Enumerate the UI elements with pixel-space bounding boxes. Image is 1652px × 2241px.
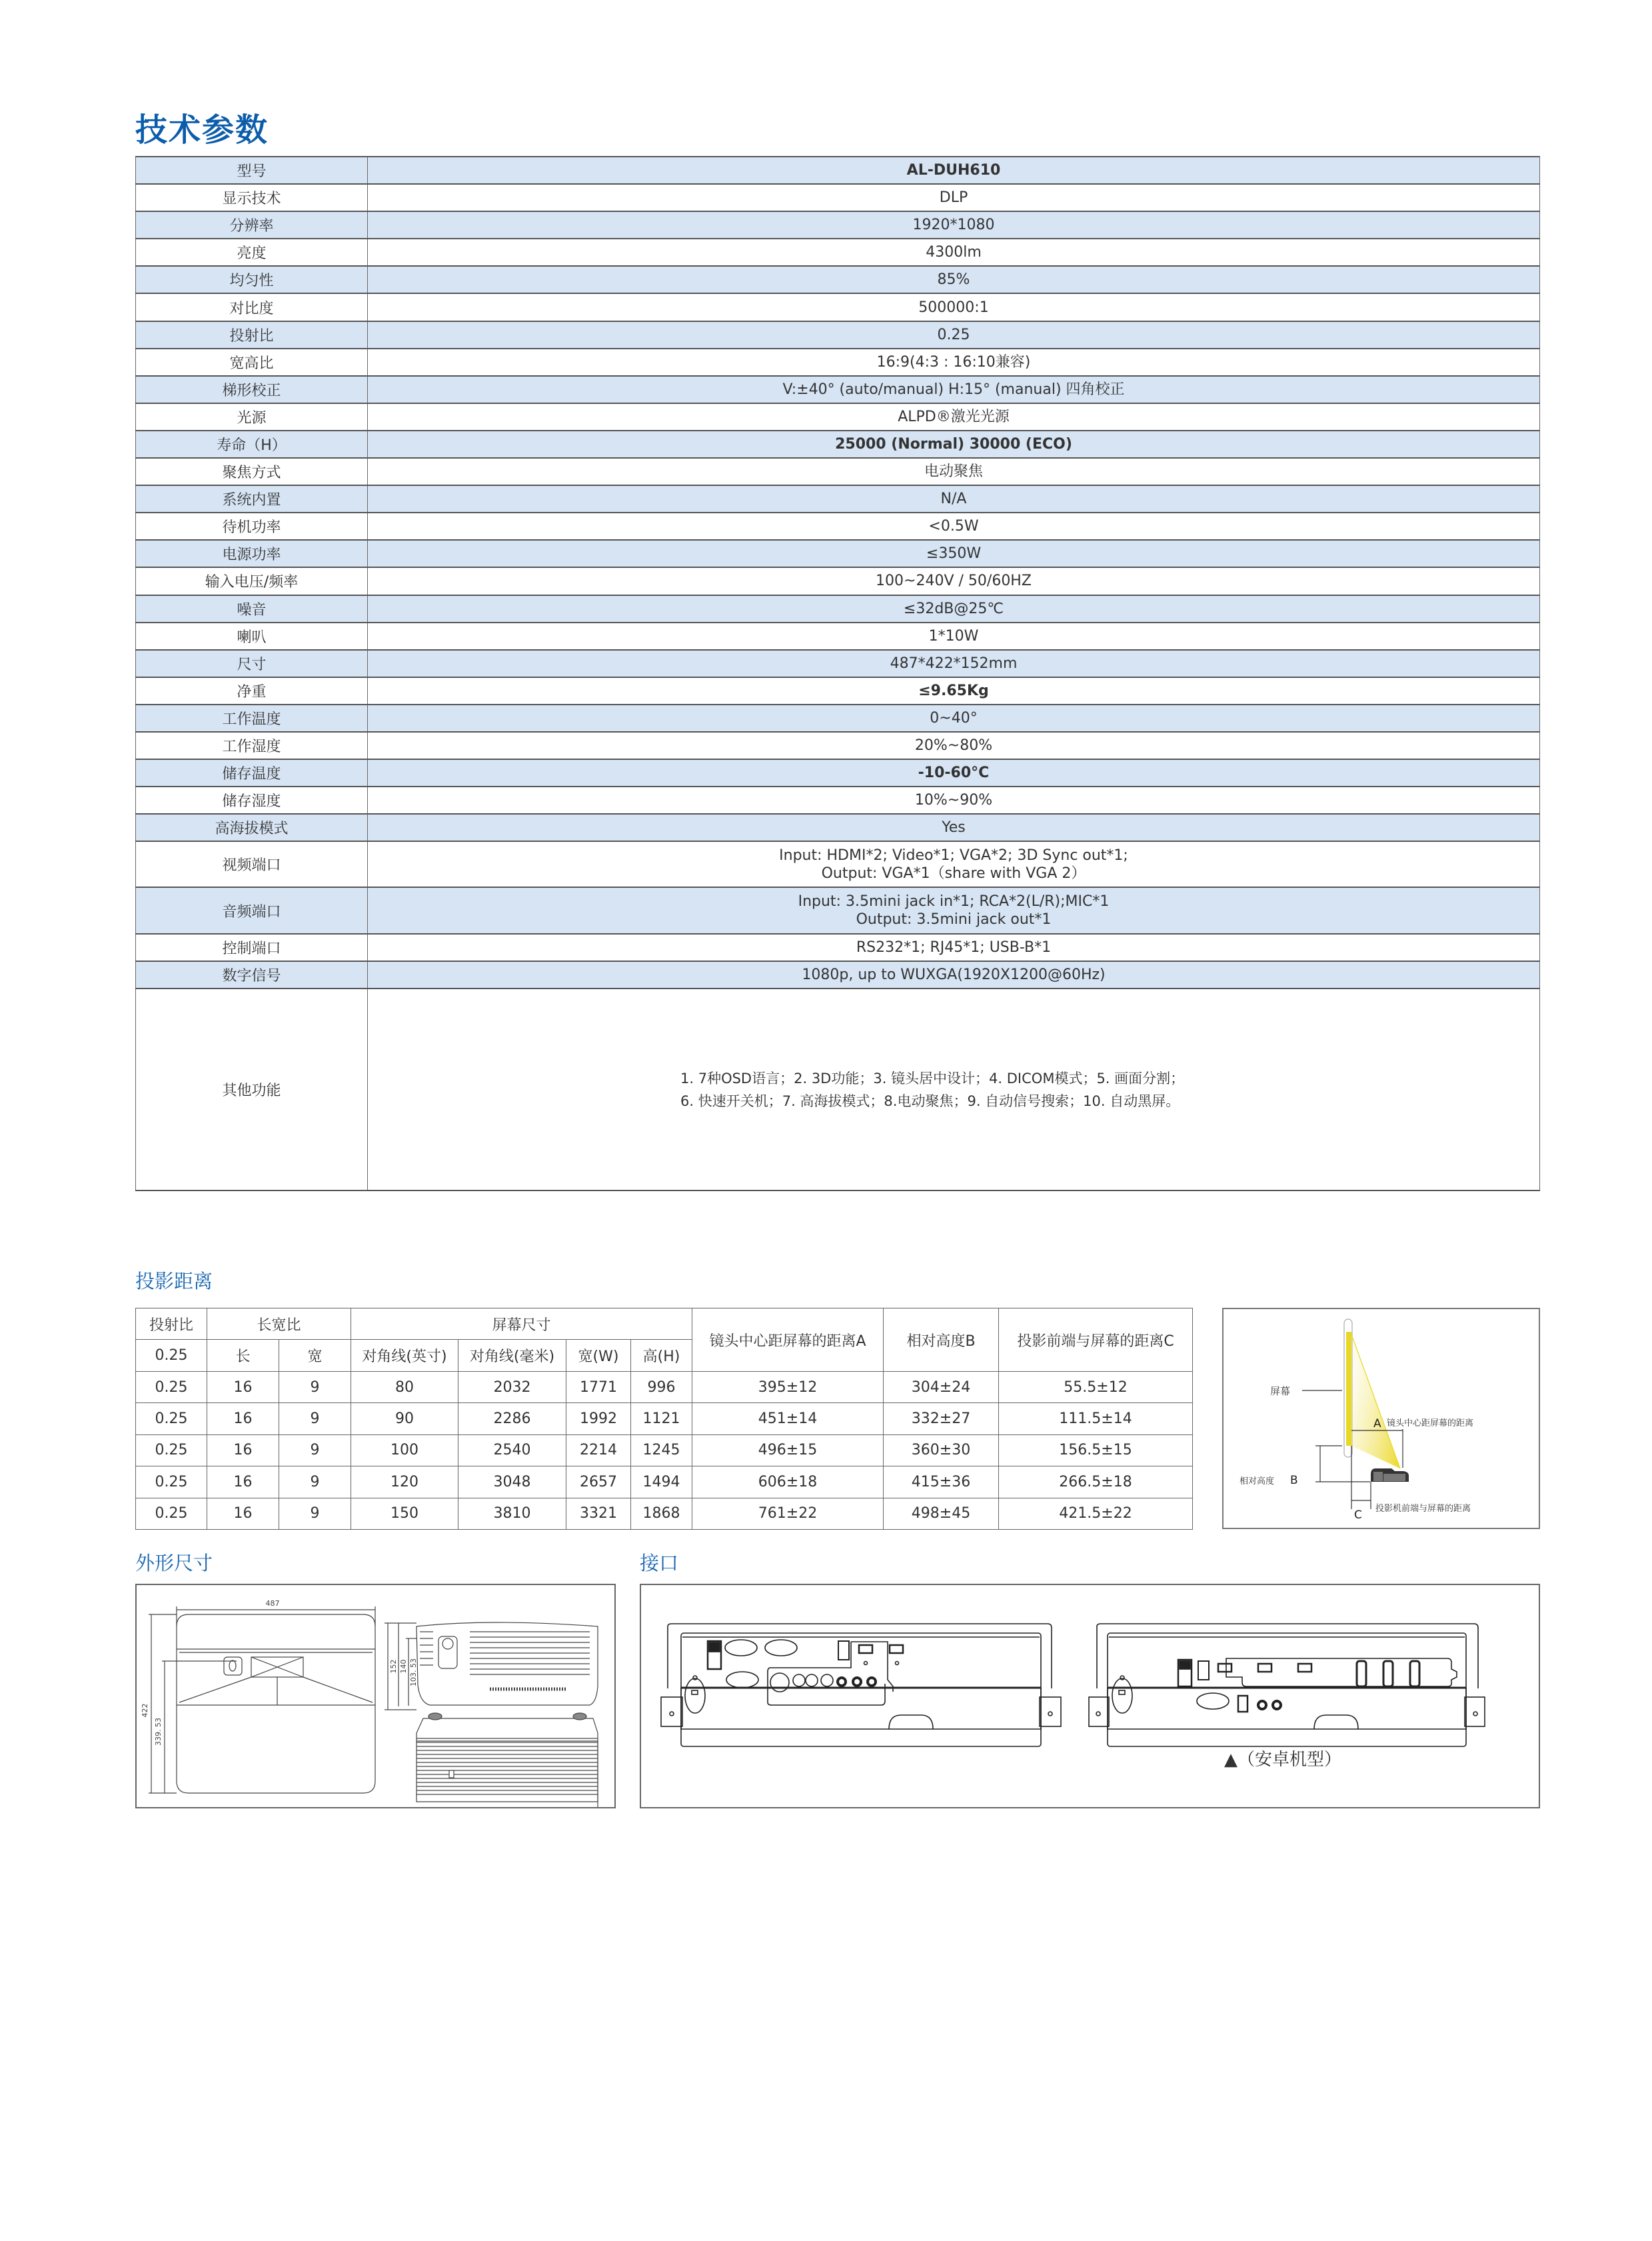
spec-label: 输入电压/频率 xyxy=(135,568,368,594)
spec-row xyxy=(135,404,1540,431)
spec-value: V:±40° (auto/manual) H:15° (manual) 四角校正 xyxy=(368,377,1540,403)
spec-value-line: Input: 3.5mini jack in*1; RCA*2(L/R);MIC*1 xyxy=(798,893,1110,911)
projection-heading: 投影距离 xyxy=(135,1270,213,1292)
usb-a-port-icon xyxy=(1383,1661,1393,1686)
spec-label: 尺寸 xyxy=(135,651,368,677)
dim-height: 152 xyxy=(389,1659,398,1674)
spec-value: 85% xyxy=(368,267,1540,293)
projection-cell: 156.5±15 xyxy=(999,1434,1193,1466)
spec-label: 聚焦方式 xyxy=(135,459,368,485)
dimensions-heading: 外形尺寸 xyxy=(135,1552,213,1574)
header-distance-c: 投影前端与屏幕的距离C xyxy=(999,1308,1193,1372)
spec-value: ≤32dB@25℃ xyxy=(368,596,1540,622)
projection-cell: 3048 xyxy=(458,1466,566,1498)
projection-row xyxy=(136,1434,1193,1466)
header-distance-a: 镜头中心距屏幕的距离A xyxy=(692,1308,884,1372)
usb-b-port-icon xyxy=(838,1641,849,1660)
spec-label: 其他功能 xyxy=(135,989,368,1190)
spec-row xyxy=(135,349,1540,377)
rca-port-icon xyxy=(793,1674,805,1686)
projection-cell: 1868 xyxy=(631,1498,692,1529)
spec-value-line: 6. 快速开关机；7. 高海拔模式；8.电动聚焦；9. 自动信号搜索；10. 自动黑屏。 xyxy=(680,1093,1180,1109)
rca-port-icon xyxy=(821,1674,833,1686)
spec-label: 分辨率 xyxy=(135,212,368,238)
spec-row xyxy=(135,935,1540,962)
projection-cell: 16 xyxy=(207,1434,279,1466)
spec-label: 控制端口 xyxy=(135,935,368,961)
spec-row xyxy=(135,678,1540,705)
projection-cell: 3810 xyxy=(458,1498,566,1529)
projection-cell: 332±27 xyxy=(884,1403,999,1434)
spec-value: ≤350W xyxy=(368,541,1540,567)
spec-value-line: Input: HDMI*2; Video*1; VGA*2; 3D Sync out*1; xyxy=(779,847,1128,864)
projection-table xyxy=(135,1308,1193,1530)
dim-height-2: 140 xyxy=(399,1659,408,1674)
projection-cell: 606±18 xyxy=(692,1466,884,1498)
spec-label: 喇叭 xyxy=(135,623,368,649)
spec-label: 储存温度 xyxy=(135,760,368,786)
spec-label: 系统内置 xyxy=(135,486,368,512)
spec-value: 16:9(4:3 : 16:10兼容) xyxy=(368,349,1540,375)
spec-label: 亮度 xyxy=(135,239,368,265)
page-title: 技术参数 xyxy=(135,111,269,149)
projection-cell: 2032 xyxy=(458,1372,566,1403)
projection-cell: 1992 xyxy=(566,1403,631,1434)
usb-a-port-icon xyxy=(1357,1661,1366,1686)
rs232-port-icon xyxy=(1197,1693,1229,1709)
spec-value: 4300lm xyxy=(368,239,1540,265)
projection-cell: 16 xyxy=(207,1466,279,1498)
projection-cell: 90 xyxy=(351,1403,458,1434)
optical-port-icon xyxy=(1238,1696,1247,1712)
spec-row xyxy=(135,815,1540,842)
interfaces-drawing xyxy=(640,1584,1540,1808)
projection-cell: 2657 xyxy=(566,1466,631,1498)
projector-front-outline xyxy=(416,1718,598,1802)
spec-label: 待机功率 xyxy=(135,513,368,539)
hdmi-port-icon xyxy=(859,1645,872,1653)
spec-table xyxy=(135,156,1540,1191)
projection-diagram-svg xyxy=(1224,1309,1539,1528)
projection-cell: 0.25 xyxy=(136,1466,207,1498)
spec-value: Yes xyxy=(368,815,1540,841)
spec-value: 10%~90% xyxy=(368,787,1540,813)
spec-row xyxy=(135,596,1540,623)
spec-value-line: Output: VGA*1（share with VGA 2） xyxy=(821,865,1086,882)
spec-label: 显示技术 xyxy=(135,185,368,211)
spec-value-line: 1. 7种OSD语言；2. 3D功能；3. 镜头居中设计；4. DICOM模式；5. 画面分割； xyxy=(680,1070,1185,1087)
spec-row xyxy=(135,787,1540,815)
spec-label: 梯形校正 xyxy=(135,377,368,403)
rca-port-icon xyxy=(806,1674,818,1686)
projection-cell: 498±45 xyxy=(884,1498,999,1529)
spec-row xyxy=(135,962,1540,989)
subheader-w: 宽(W) xyxy=(566,1340,631,1372)
spec-label: 宽高比 xyxy=(135,349,368,375)
spec-value: 25000 (Normal) 30000 (ECO) xyxy=(368,431,1540,457)
projection-cell: 3321 xyxy=(566,1498,631,1529)
spec-row xyxy=(135,185,1540,212)
projection-cell: 80 xyxy=(351,1372,458,1403)
spec-row xyxy=(135,888,1540,935)
hdmi-port-icon xyxy=(1298,1664,1311,1672)
spec-label: 均匀性 xyxy=(135,267,368,293)
projection-cell: 2214 xyxy=(566,1434,631,1466)
spec-label: 数字信号 xyxy=(135,962,368,988)
projection-cell: 100 xyxy=(351,1434,458,1466)
projection-diagram xyxy=(1222,1308,1540,1529)
projection-cell: 360±30 xyxy=(884,1434,999,1466)
vga-port-icon xyxy=(725,1640,757,1656)
header-throw-ratio: 投射比 xyxy=(136,1308,207,1340)
projection-cell: 0.25 xyxy=(136,1498,207,1529)
projection-cell: 55.5±12 xyxy=(999,1372,1193,1403)
spec-label: 电源功率 xyxy=(135,541,368,567)
spec-label: 噪音 xyxy=(135,596,368,622)
spec-value: AL-DUH610 xyxy=(368,157,1540,183)
projection-cell: 395±12 xyxy=(692,1372,884,1403)
projection-cell: 266.5±18 xyxy=(999,1466,1193,1498)
interfaces-heading: 接口 xyxy=(640,1552,679,1574)
a-label: 镜头中心距屏幕的距离 xyxy=(1387,1418,1474,1428)
projection-cell: 0.25 xyxy=(136,1434,207,1466)
spec-row xyxy=(135,842,1540,888)
projection-cell: 120 xyxy=(351,1466,458,1498)
spec-value: 电动聚焦 xyxy=(368,459,1540,485)
spec-label: 工作温度 xyxy=(135,705,368,731)
spec-label: 音频端口 xyxy=(135,888,368,933)
spec-label: 工作湿度 xyxy=(135,733,368,759)
projection-row xyxy=(136,1498,1193,1529)
spec-value: -10-60°C xyxy=(368,760,1540,786)
projection-cell: 304±24 xyxy=(884,1372,999,1403)
spec-value: N/A xyxy=(368,486,1540,512)
spec-label: 净重 xyxy=(135,678,368,704)
projection-cell: 9 xyxy=(279,1498,351,1529)
spec-row xyxy=(135,513,1540,541)
spec-row xyxy=(135,431,1540,459)
spec-row xyxy=(135,157,1540,185)
usb-b-port-icon xyxy=(1198,1661,1209,1680)
projection-cell: 1245 xyxy=(631,1434,692,1466)
audio-jack-icon xyxy=(1273,1701,1281,1709)
subheader-diag-inch: 对角线(英寸) xyxy=(351,1340,458,1372)
projection-header-row xyxy=(136,1308,1193,1340)
projection-cell: 150 xyxy=(351,1498,458,1529)
projection-row xyxy=(136,1403,1193,1434)
hdmi-port-icon xyxy=(1218,1664,1232,1672)
spec-row xyxy=(135,294,1540,321)
spec-value: 100~240V / 50/60HZ xyxy=(368,568,1540,594)
hdmi-port-icon xyxy=(1258,1664,1271,1672)
spec-row xyxy=(135,267,1540,294)
screen-image xyxy=(1346,1332,1351,1446)
spec-label: 光源 xyxy=(135,404,368,430)
spec-value: RS232*1; RJ45*1; USB-B*1 xyxy=(368,935,1540,961)
projection-cell: 2540 xyxy=(458,1434,566,1466)
projector-top-outline xyxy=(177,1614,375,1793)
spec-value xyxy=(368,842,1540,887)
spec-row xyxy=(135,486,1540,513)
spec-row xyxy=(135,568,1540,595)
projection-cell: 2286 xyxy=(458,1403,566,1434)
spec-row xyxy=(135,733,1540,760)
spec-row xyxy=(135,459,1540,486)
b-letter: B xyxy=(1290,1474,1298,1487)
spec-value: ALPD®激光光源 xyxy=(368,404,1540,430)
projection-cell: 9 xyxy=(279,1466,351,1498)
projection-cell: 996 xyxy=(631,1372,692,1403)
projection-cell: 761±22 xyxy=(692,1498,884,1529)
projection-cell: 1121 xyxy=(631,1403,692,1434)
projection-cell: 421.5±22 xyxy=(999,1498,1193,1529)
audio-jack-icon xyxy=(1258,1701,1266,1709)
spec-row xyxy=(135,239,1540,267)
spec-value: ≤9.65Kg xyxy=(368,678,1540,704)
projection-cell: 1771 xyxy=(566,1372,631,1403)
dimensions-drawing xyxy=(135,1584,616,1808)
spec-value: 1920*1080 xyxy=(368,212,1540,238)
screen-label: 屏幕 xyxy=(1270,1385,1291,1397)
spec-row xyxy=(135,377,1540,404)
dimensions-svg xyxy=(137,1585,614,1807)
audio-jack-icon xyxy=(868,1678,876,1686)
spec-label: 视频端口 xyxy=(135,842,368,887)
subheader-ratio: 0.25 xyxy=(136,1340,207,1372)
projection-row xyxy=(136,1372,1193,1403)
audio-jack-icon xyxy=(838,1678,846,1686)
projection-cell: 9 xyxy=(279,1372,351,1403)
spec-row xyxy=(135,623,1540,651)
spec-value: 500000:1 xyxy=(368,294,1540,320)
projection-row xyxy=(136,1466,1193,1498)
spec-row xyxy=(135,651,1540,678)
spec-value xyxy=(368,989,1540,1190)
spec-row xyxy=(135,760,1540,787)
spec-value: <0.5W xyxy=(368,513,1540,539)
dim-lens-depth: 339. 53 xyxy=(154,1718,163,1746)
svideo-port-icon xyxy=(770,1673,789,1692)
projection-cell: 415±36 xyxy=(884,1466,999,1498)
interfaces-svg xyxy=(641,1585,1539,1807)
standard-io-panel xyxy=(661,1624,1061,1746)
projection-cell: 9 xyxy=(279,1403,351,1434)
a-letter: A xyxy=(1373,1417,1381,1430)
rs232-port-icon xyxy=(726,1672,758,1688)
spec-label: 投射比 xyxy=(135,322,368,348)
spec-label: 储存湿度 xyxy=(135,787,368,813)
spec-value-line: Output: 3.5mini jack out*1 xyxy=(856,911,1052,929)
c-label: 投影机前端与屏幕的距离 xyxy=(1375,1504,1471,1514)
subheader-h: 高(H) xyxy=(631,1340,692,1372)
projection-cell: 111.5±14 xyxy=(999,1403,1193,1434)
spec-value: 0.25 xyxy=(368,322,1540,348)
spec-value: 1080p, up to WUXGA(1920X1200@60Hz) xyxy=(368,962,1540,988)
spec-value xyxy=(368,888,1540,933)
spec-label: 对比度 xyxy=(135,294,368,320)
kensington-lock-icon xyxy=(1112,1678,1132,1713)
spec-value: 0~40° xyxy=(368,705,1540,731)
projection-cell: 16 xyxy=(207,1372,279,1403)
header-screen-size: 屏幕尺寸 xyxy=(351,1308,692,1340)
spec-value: 20%~80% xyxy=(368,733,1540,759)
projection-cell: 9 xyxy=(279,1434,351,1466)
dim-depth: 422 xyxy=(141,1703,149,1718)
spec-row xyxy=(135,705,1540,733)
header-height-b: 相对高度B xyxy=(884,1308,999,1372)
usb-a-port-icon xyxy=(1410,1661,1419,1686)
dim-width: 487 xyxy=(265,1599,280,1608)
audio-jack-icon xyxy=(853,1678,861,1686)
projection-cell: 451±14 xyxy=(692,1403,884,1434)
spec-label: 高海拔模式 xyxy=(135,815,368,841)
android-io-panel xyxy=(1089,1624,1485,1746)
projection-cell: 496±15 xyxy=(692,1434,884,1466)
projection-cell: 16 xyxy=(207,1403,279,1434)
spec-row xyxy=(135,322,1540,349)
kensington-lock-icon xyxy=(685,1678,705,1713)
spec-row xyxy=(135,989,1540,1191)
c-letter: C xyxy=(1354,1508,1362,1522)
spec-value: 487*422*152mm xyxy=(368,651,1540,677)
projection-cell: 0.25 xyxy=(136,1372,207,1403)
subheader-diag-mm: 对角线(毫米) xyxy=(458,1340,566,1372)
android-model-caption: ▲（安卓机型） xyxy=(1224,1750,1341,1770)
hdmi-port-icon xyxy=(890,1645,903,1653)
subheader-length: 长 xyxy=(207,1340,279,1372)
spec-value: DLP xyxy=(368,185,1540,211)
vga-port-icon xyxy=(765,1640,797,1656)
projection-cell: 1494 xyxy=(631,1466,692,1498)
projection-cell: 0.25 xyxy=(136,1403,207,1434)
projection-cell: 16 xyxy=(207,1498,279,1529)
spec-label: 寿命（H） xyxy=(135,431,368,457)
dim-lens-height: 103. 53 xyxy=(409,1658,418,1686)
spec-value: 1*10W xyxy=(368,623,1540,649)
spec-row xyxy=(135,212,1540,239)
spec-row xyxy=(135,541,1540,568)
subheader-width: 宽 xyxy=(279,1340,351,1372)
b-label: 相对高度 xyxy=(1239,1476,1275,1486)
header-aspect-ratio: 长宽比 xyxy=(207,1308,351,1340)
spec-label: 型号 xyxy=(135,157,368,183)
